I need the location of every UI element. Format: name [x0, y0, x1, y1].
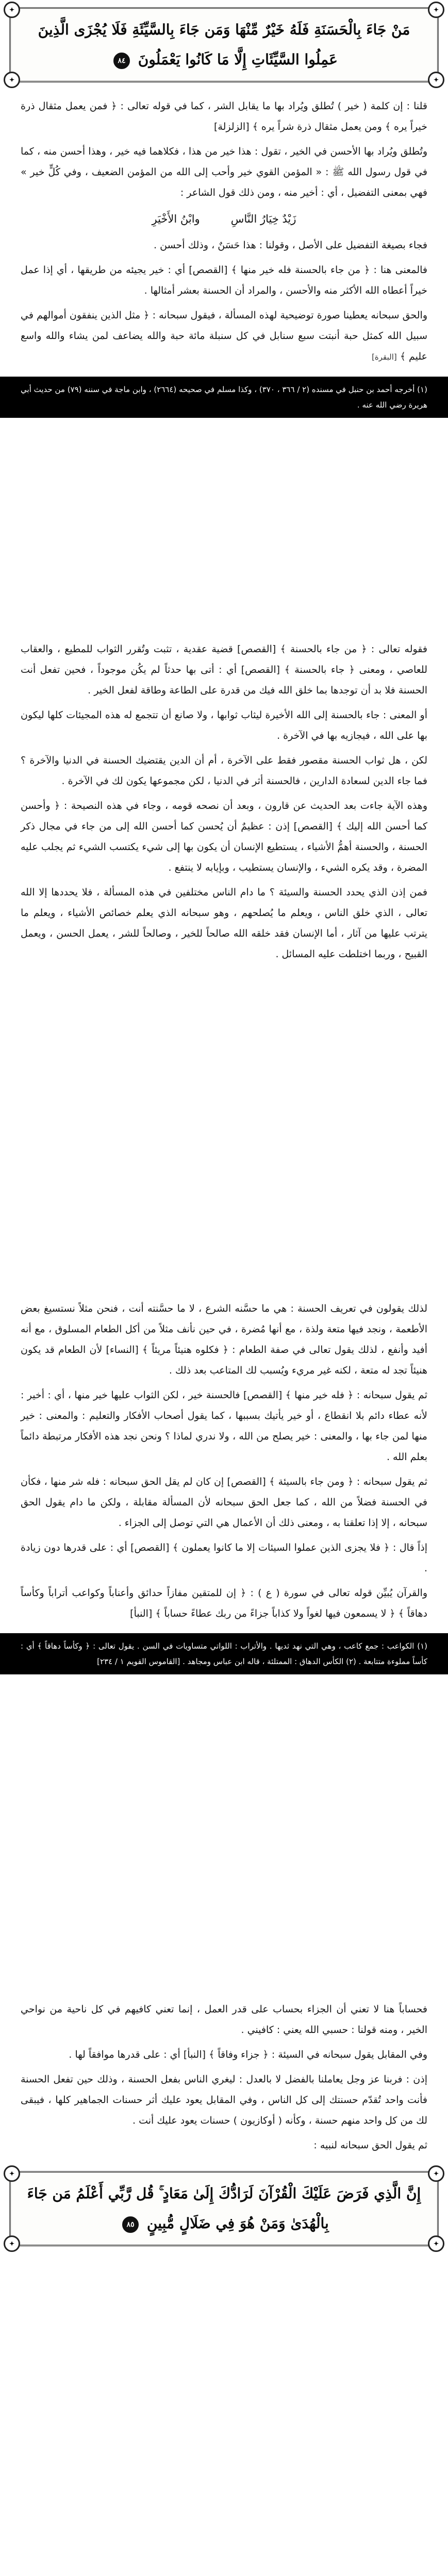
paragraph: فالمعنى هنا : ﴿ من جاء بالحسنة فله خير منها ﴾ [القصص] أي : خير يجيئه من طريقها ، أي إذا عمل خيراً أعطاه الله الأكثر منه والأحسن ، والمراد أن الحسنة بعشر أمثالها .: [21, 264, 427, 296]
paragraph: فمن إذن الذي يحدد الحسنة والسيئة ؟ ما دام الناس مختلفين في هذه المسألة ، فلا يحددها إلا الله تعالى ، الذي خلق الناس ، ويعلم ما يُصلحهم ، وهو سبحانه الذي يعلم خصائص الأشياء ، ويعلم ما يترتب عليها من آثار ، أما الإنسان فقد خلقه الله صالحاً للخير ، وصالحاً للشر ، يعمل الحسن ، ويعمل القبيح ، وربما اختلطت عليه المسائل .: [21, 887, 427, 960]
section-4: [0, 1999, 448, 2246]
quran-verse-banner: [9, 2171, 439, 2246]
verse-number: ٨٤: [113, 53, 130, 69]
body-text: [21, 1298, 427, 1624]
paragraph: والقرآن يُبيِّن قوله تعالى في سورة ( ع ) : ﴿ إن للمتقين مفازاً حدائق وأعناباً وكواعب أتراباً وكأساً دهاقاً ﴾ ﴿ لا يسمعون فيها لغواً ولا كذاباً جزاءً من ربك عطاءً حساباً ﴾ [النبأ]: [21, 1587, 427, 1619]
ornament-icon: ✦: [428, 2235, 444, 2252]
ornament-icon: ✦: [428, 2, 444, 18]
ornament-icon: ✦: [4, 2, 20, 18]
verse-text: إِنَّ الَّذِي فَرَضَ عَلَيْكَ الْقُرْآنَ لَرَادُّكَ إِلَىٰ مَعَادٍ ۚ قُل رَّبِّي أَعْلَمُ مَن جَاءَ بِالْهُدَىٰ وَمَنْ هُوَ فِي ضَلَالٍ مُّبِينٍ: [27, 2185, 421, 2232]
section-1: [0, 7, 448, 427]
footnote: (١) الكواعب : جمع كاعب ، وهي التي نهد ثديها . والأتراب : اللواتي متساويات في السن . يقول تعالى : ﴿ وكأساً دهاقاً ﴾ أي : كأساً مملوءة متتابعة . (٢) الكأس الدهاق : الممتلئة ، قاله ابن عباس ومجاهد . [القاموس القويم ١ / ٢٣٤]: [0, 1633, 448, 1674]
poem-hemistich: زَيْدٌ خِيَارُ النَّاسِ: [230, 213, 296, 225]
paragraph: فحساباً هنا لا تعني أن الجزاء بحساب على قدر العمل ، إنما تعني كافيهم في كل ناحية من نواحي الخير ، ومنه قولنا : حسبي الله يعني : كافيني .: [21, 2004, 427, 2036]
paragraph: وهذه الآية جاءت بعد الحديث عن قارون ، وبعد أن نصحه قومه ، وجاء في هذه النصيحة : ﴿ وأحسن كما أحسن الله إليك ﴾ [القصص] إذن : عظيمٌ أن يُحسن كما أحسن الله إلى من جاء في مجال ذكر الحسنة ، والحسنة أهمُّ الأشياء ، يستطيع الإنسان أن يكون بها إلى شيء يكتسب الشيء ثم يجلب عليه المضرة ، وقد يكره الشيء ، والإنسان يستطيب ، وبإيابه لا ينتفع .: [21, 800, 427, 873]
paragraph: لكن ، هل ثواب الحسنة مقصور فقط على الآخرة ، أم أن الدين يقتضيك الحسنة في الدنيا والآخرة ؟ فما جاء الدين لسعادة الدارين ، فالحسنة أثر في الدنيا ، لكن مجموعها يكون لك في الآخرة .: [21, 755, 427, 787]
poem-verse: [21, 208, 427, 230]
body-text: [21, 639, 427, 964]
paragraph: لذلك يقولون في تعريف الحسنة : هي ما حسَّنه الشرع ، لا ما حسَّنته أنت ، فنحن مثلاً نستسيغ بعض الأطعمة ، ونجد فيها متعة ولذة ، مع أنها مُضرة ، في حين نأنف مثلاً من أكل الطعام المسلوق ، مع أنه أفيد وأنفع ، لذلك يقول تعالى في صفة الطعام : ﴿ فكلوه هنيئاً مريئاً ﴾ [النساء] لأن الطعام قد يكون هنيئاً تجد له متعة ، لكنه غير مريء ويُسبب لك المتاعب بعد ذلك .: [21, 1303, 427, 1376]
paragraph-text: والحق سبحانه يعطينا صورة توضيحية لهذه المسألة ، فيقول سبحانه : ﴿ مثل الذين ينفقون أموالهم في سبيل الله كمثل حبة أنبتت سبع سنابل في كل سنبلة مائة حبة والله يضاعف لمن يشاء والله واسع عليم ﴾: [21, 310, 427, 362]
paragraph: فقوله تعالى : ﴿ من جاء بالحسنة ﴾ [القصص] قضية عقدية ، تثبت وتُقرر الثواب للمطيع ، والعقاب للعاصي ، ومعنى ﴿ جاء بالحسنة ﴾ [القصص] أي : أتى بها حدثاً لم يكُن موجوداً ، فحين تفعل أنت الحسنة فلا بد أن توجدها بما خلق الله فيك من قدرة على الطاعة وطاقة لفعل الخير .: [21, 643, 427, 696]
poem-hemistich: وابْنُ الأَخْيَرِ: [152, 213, 200, 225]
paragraph: [21, 305, 427, 367]
section-2: [0, 639, 448, 969]
ornament-icon: ✦: [4, 72, 20, 88]
verse-number: ٨٥: [122, 2216, 139, 2233]
ornament-icon: ✦: [4, 2235, 20, 2252]
ornament-icon: ✦: [428, 72, 444, 88]
ornament-icon: ✦: [428, 2165, 444, 2182]
paragraph: وفي المقابل يقول سبحانه في السيئة : ﴿ جزاء وفاقاً ﴾ [النبأ] أي : على قدرها موافقاً لها .: [69, 2049, 427, 2060]
body-text: [21, 235, 427, 367]
paragraph: وتُطلق ويُراد بها الأحسن في الخير ، تقول : هذا خير من هذا ، فكلاهما فيه خير ، وهذا أحسن منه ، كما في قول رسول الله ﷺ : « المؤمن القوي خير وأحب إلى الله من المؤمن الضعيف ، وفي كُلٍّ خير » فهي بمعنى التفضيل ، أي : أخير منه ، ومن ذلك قول الشاعر :: [21, 146, 427, 198]
footnote: (١) أخرجه أحمد بن حنبل في مسنده (٢ / ٣٦٦ ، ٣٧٠) ، وكذا مسلم في صحيحه (٢٦٦٤) ، وابن ماجة في سننه (٧٩) من حديث أبي هريرة رضي الله عنه .: [0, 377, 448, 418]
paragraph: إذاً قال : ﴿ فلا يجزى الذين عملوا السيئات إلا ما كانوا يعملون ﴾ [القصص] أي : على قدرها دون زيادة .: [21, 1542, 427, 1574]
body-text: [21, 96, 427, 203]
paragraph: أو المعنى : جاء بالحسنة إلى الله الأخيرة ليثاب ثوابها ، ولا صانع أن تتجمع له هذه المجيئات كلها ليكون بها على الله ، فيجازيه بها في الآخرة .: [21, 709, 427, 741]
paragraph: ثم يقول سبحانه : ﴿ فله خير منها ﴾ [القصص] فالحسنة خير ، لكن الثواب عليها خير منها ، أي : أخير : لأنه عطاء دائم بلا انقطاع ، أو خير يأتيك بسببها ، كما يقول أصحاب الأفكار والتعليم : والمعنى : خير منها لمن جاء بها ، والمعنى : خير يصلح من الله ، ولا ندري لماذا ؟ ونحن نجد هذه الأفكار مرتبطة دائماً بعلم الله .: [21, 1389, 427, 1463]
paragraph: فجاء بصيغة التفضيل على الأصل ، وقولنا : هذا حَسَنٌ ، وذلك أحسن .: [154, 240, 427, 251]
paragraph: ثم يقول سبحانه : ﴿ ومن جاء بالسيئة ﴾ [القصص] إن كان لم يقل الحق سبحانه : فله شر منها ، فكأن في الحسنة فضلاً من الله ، كما جعل الحق سبحانه لأن المسألة مقابلة ، ولكن ما دام يقول الحق سبحانه ، إلا إذا تعلقنا به ، ومعنى ذلك أن الأعمال هي التي توصل إلى الجزاء .: [21, 1476, 427, 1529]
surah-reference: [البقرة]: [372, 352, 397, 362]
verse-text: مَنْ جَاءَ بِالْحَسَنَةِ فَلَهُ خَيْرٌ مِّنْهَا وَمَن جَاءَ بِالسَّيِّئَةِ فَلَا يُجْزَى الَّذِينَ عَمِلُوا السَّيِّئَاتِ إِلَّا مَا كَانُوا يَعْمَلُونَ: [38, 21, 410, 68]
quran-verse-banner: [9, 7, 439, 82]
section-3: [0, 1298, 448, 1684]
paragraph: قلنا : إن كلمة ( خير ) تُطلق ويُراد بها ما يقابل الشر ، كما في قوله تعالى : ﴿ فمن يعمل مثقال ذرة خيراً يره ﴾ ومن يعمل مثقال ذرة شراً يره ﴾ [الزلزلة]: [21, 100, 427, 132]
paragraph: إذن : فربنا عز وجل يعاملنا بالفضل لا بالعدل : ليغري الناس بفعل الحسنة ، وذلك حين تفعل الحسنة فأنت واحد تُقدّم حسنتك إلى كل الناس ، وفي المقابل يعود عليك أثر حسنات الجماهير كلها ، فيبقى لك من كل واحد منهم حسنة ، وكأنه ( أوكازيون ) حسنات يعود عليك أنت .: [21, 2074, 427, 2126]
paragraph: ثم يقول الحق سبحانه لنبيه :: [313, 2140, 427, 2151]
body-text: [21, 1999, 427, 2156]
ornament-icon: ✦: [4, 2165, 20, 2182]
